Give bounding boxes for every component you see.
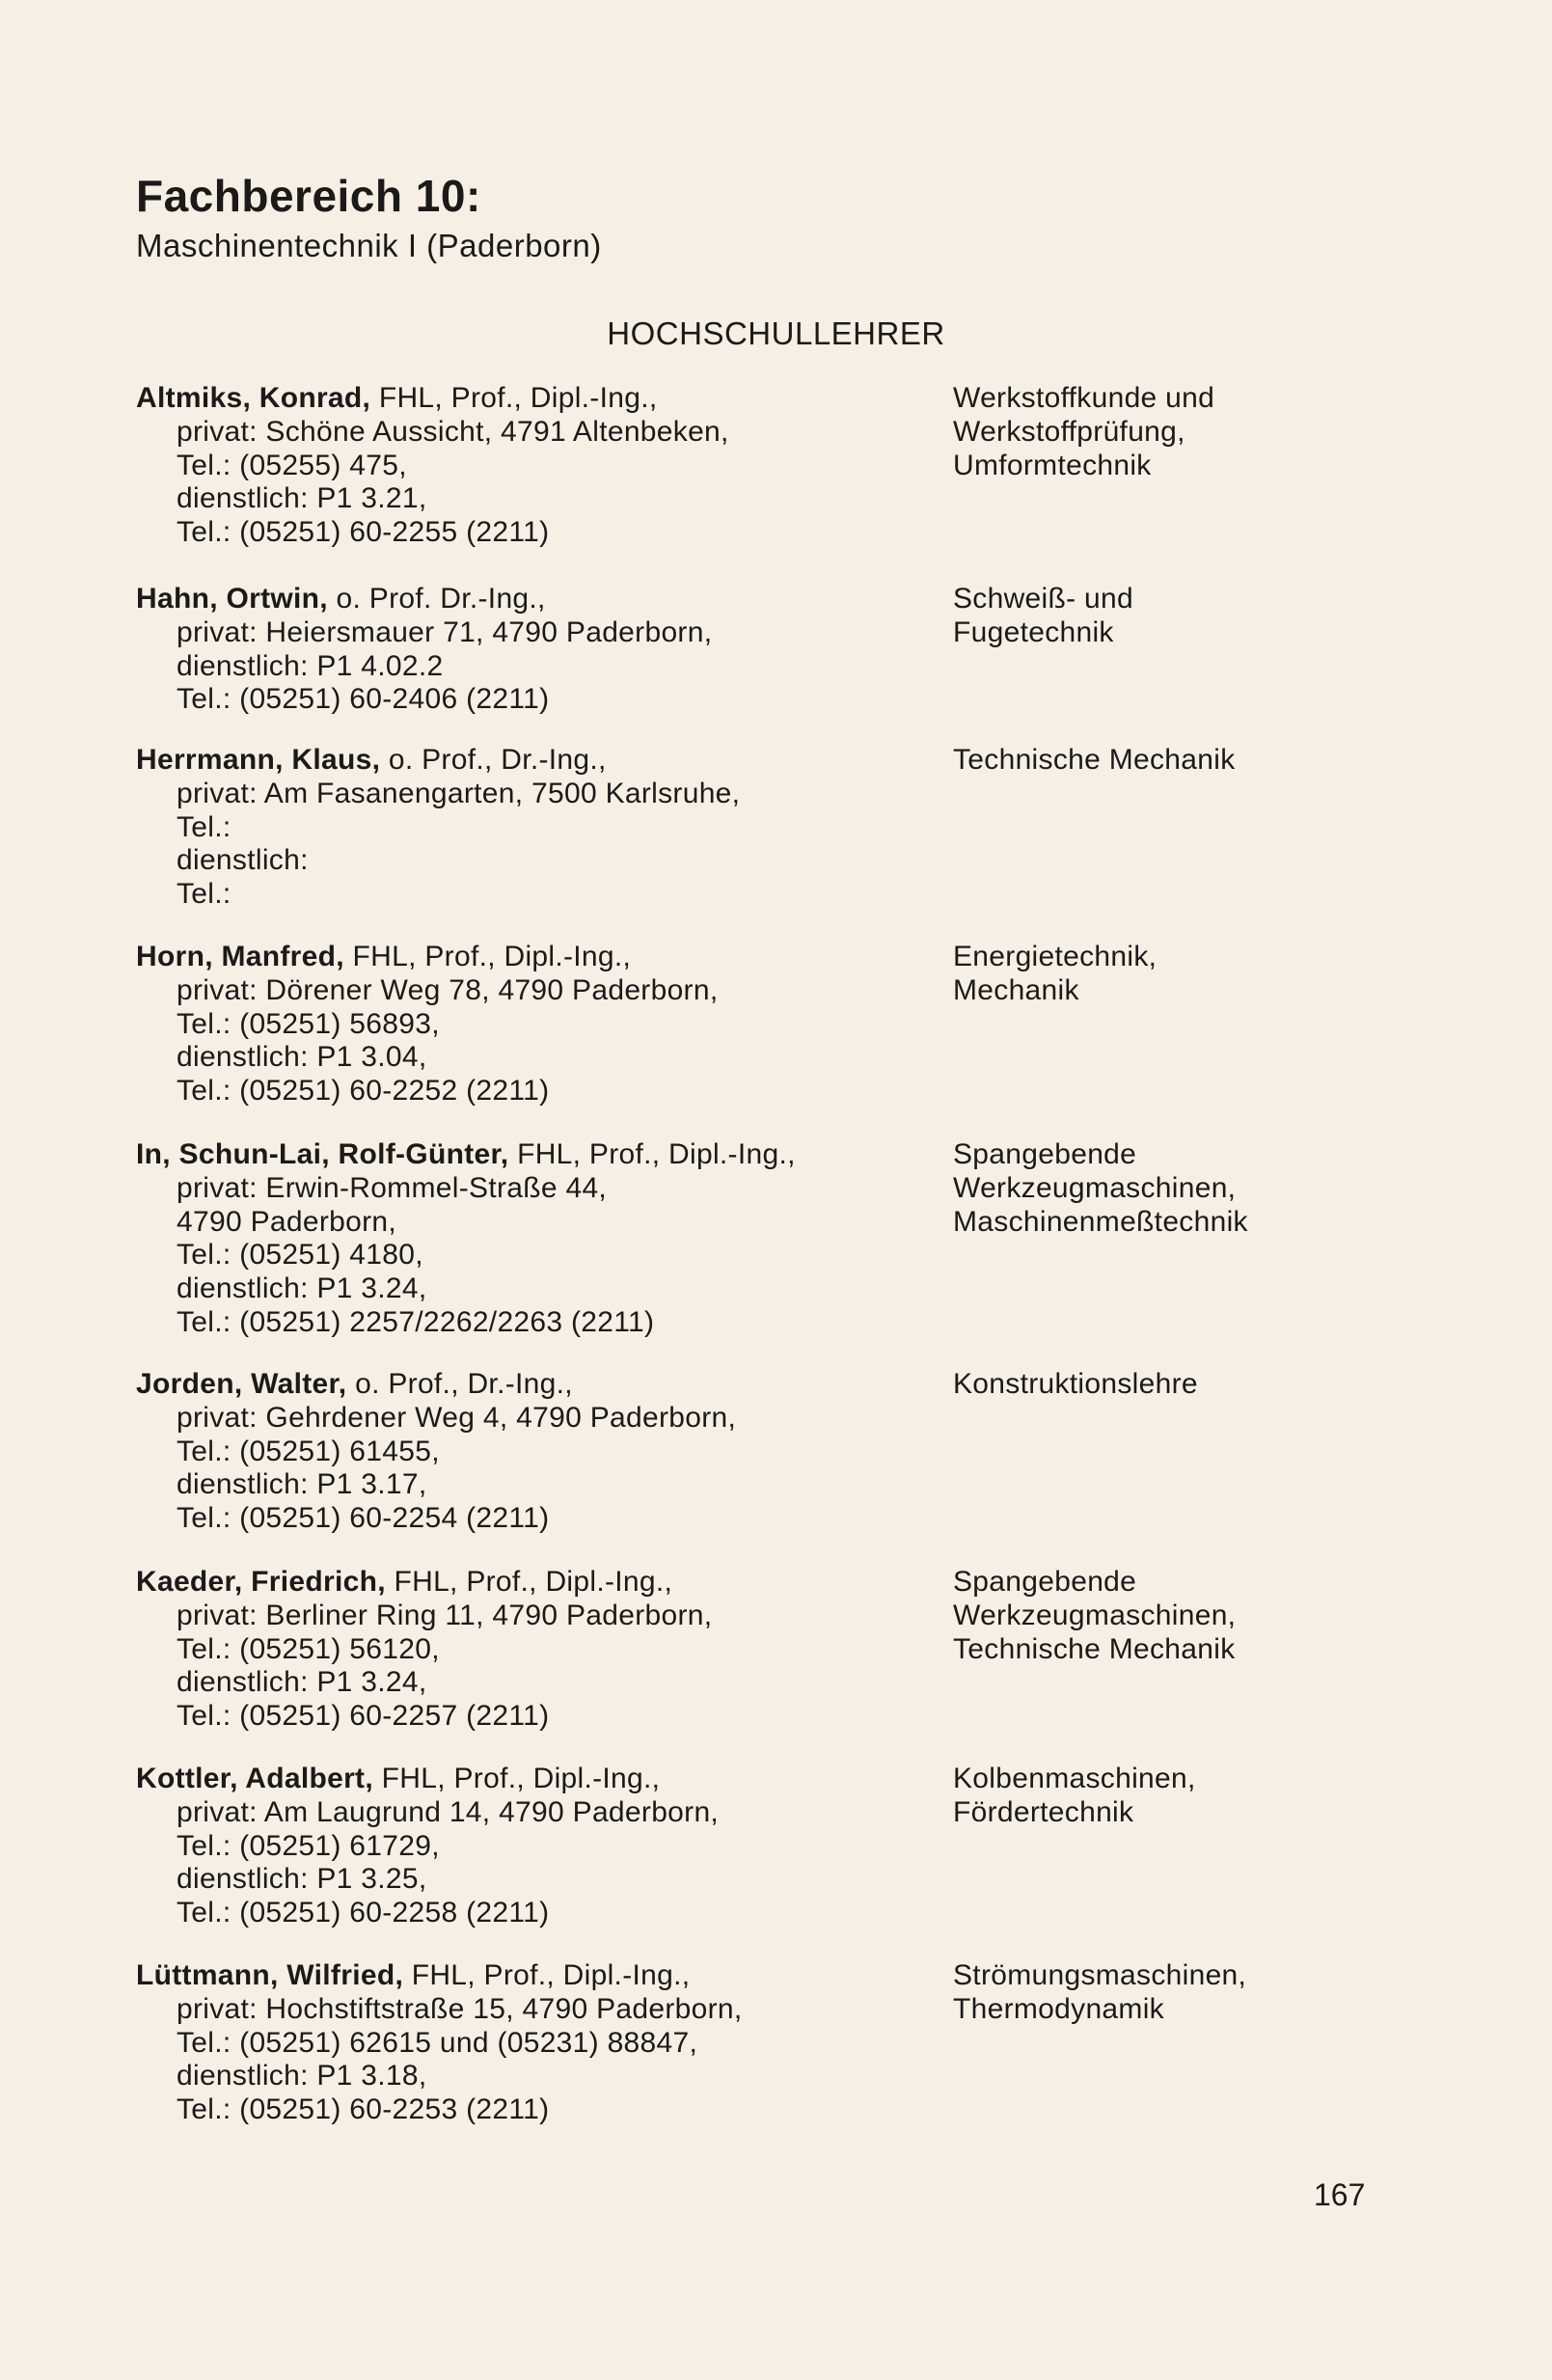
person-detail-line: privat: Hochstiftstraße 15, 4790 Paderborn, <box>177 1992 743 2025</box>
person-heading <box>136 1763 927 1796</box>
person-detail-line: Tel.: (05251) 62615 und (05231) 88847, <box>177 2026 698 2059</box>
person-detail-line: Tel.: (05251) 60-2254 (2211) <box>177 1502 550 1535</box>
person-details <box>136 1566 927 1734</box>
person-detail-line: Tel.: (05251) 60-2257 (2211) <box>177 1700 550 1733</box>
person-name: Herrmann, Klaus, <box>136 744 381 776</box>
subject-line: Strömungsmaschinen, <box>953 1959 1247 1991</box>
subject-line: Technische Mechanik <box>953 1632 1236 1665</box>
person-detail-line: dienstlich: P1 3.04, <box>177 1041 427 1074</box>
person-details <box>136 1763 927 1930</box>
person-title: FHL, Prof., Dipl.-Ing., <box>343 941 632 972</box>
page-number: 167 <box>1314 2177 1366 2212</box>
person-heading <box>136 941 927 974</box>
person-detail-line: Tel.: (05251) 60-2253 (2211) <box>177 2093 550 2126</box>
person-detail-line: dienstlich: P1 3.24, <box>177 1666 427 1699</box>
person-name: Horn, Manfred, <box>136 941 344 972</box>
subject-line: Fördertechnik <box>953 1795 1134 1828</box>
person-name: Altmiks, Konrad, <box>136 382 371 414</box>
person-detail-line: Tel.: (05251) 60-2255 (2211) <box>177 516 550 549</box>
person-details <box>136 941 927 1108</box>
person-title: FHL, Prof., Dipl.-Ing., <box>370 382 658 414</box>
person-detail-line: dienstlich: P1 3.24, <box>177 1272 427 1305</box>
person-detail-line: Tel.: (05251) 2257/2262/2263 (2211) <box>177 1305 655 1338</box>
person-detail-line: dienstlich: P1 3.21, <box>177 482 427 515</box>
subject-line: Fugetechnik <box>953 616 1114 648</box>
subject-line: Mechanik <box>953 973 1079 1006</box>
subject-area <box>953 941 1406 1008</box>
person-details <box>136 1959 927 2127</box>
person-detail-line: privat: Dörener Weg 78, 4790 Paderborn, <box>177 973 719 1006</box>
person-heading <box>136 1959 927 1993</box>
person-heading <box>136 382 927 416</box>
subject-line: Technische Mechanik <box>953 744 1236 776</box>
person-detail-line: privat: Am Fasanengarten, 7500 Karlsruhe, <box>177 777 741 809</box>
person-title: FHL, Prof., Dipl.-Ing., <box>508 1138 796 1170</box>
person-name: Kottler, Adalbert, <box>136 1763 373 1794</box>
subject-area <box>953 744 1406 778</box>
person-heading <box>136 1566 927 1600</box>
person-detail-line: Tel.: (05251) 61729, <box>177 1829 440 1862</box>
person-detail-line: dienstlich: P1 3.17, <box>177 1468 427 1501</box>
subject-line: Werkstoffkunde und <box>953 382 1215 414</box>
person-title: o. Prof. Dr.-Ing., <box>327 583 546 615</box>
person-name: Kaeder, Friedrich, <box>136 1566 386 1598</box>
person-detail-line: dienstlich: P1 3.18, <box>177 2060 427 2093</box>
person-detail-line: Tel.: (05251) 60-2258 (2211) <box>177 1897 550 1929</box>
subject-line: Spangebende <box>953 1138 1137 1170</box>
subject-line: Spangebende <box>953 1566 1137 1598</box>
person-detail-line: privat: Am Laugrund 14, 4790 Paderborn, <box>177 1795 720 1828</box>
person-heading <box>136 583 927 616</box>
person-detail-line: privat: Schöne Aussicht, 4791 Altenbeken, <box>177 415 729 448</box>
person-detail-line: Tel.: (05251) 56120, <box>177 1632 440 1665</box>
subject-line: Maschinenmeßtechnik <box>953 1205 1248 1238</box>
person-detail-line: Tel.: (05255) 475, <box>177 449 407 481</box>
person-detail-line: privat: Heiersmauer 71, 4790 Paderborn, <box>177 616 713 648</box>
subject-line: Energietechnik, <box>953 941 1157 972</box>
subject-area <box>953 1138 1406 1239</box>
person-heading <box>136 1138 927 1172</box>
person-detail-line: privat: Berliner Ring 11, 4790 Paderborn, <box>177 1599 713 1631</box>
subject-line: Werkstoffprüfung, <box>953 415 1185 448</box>
subject-line: Konstruktionslehre <box>953 1368 1198 1400</box>
subject-area <box>953 382 1406 482</box>
person-details <box>136 382 927 550</box>
person-title: FHL, Prof., Dipl.-Ing., <box>373 1763 661 1794</box>
person-detail-line: Tel.: <box>177 878 231 911</box>
person-heading <box>136 744 927 778</box>
person-name: Lüttmann, Wilfried, <box>136 1959 404 1991</box>
person-name: In, Schun-Lai, Rolf-Günter, <box>136 1138 509 1170</box>
person-heading <box>136 1368 927 1402</box>
subject-area <box>953 1763 1406 1830</box>
person-title: FHL, Prof., Dipl.-Ing., <box>403 1959 691 1991</box>
subject-area <box>953 1368 1406 1402</box>
page-subtitle: Maschinentechnik I (Paderborn) <box>136 228 602 263</box>
person-detail-line: Tel.: (05251) 60-2406 (2211) <box>177 683 550 716</box>
subject-line: Umformtechnik <box>953 449 1152 481</box>
subject-area <box>953 1959 1406 2027</box>
page-title: Fachbereich 10: <box>136 171 481 221</box>
section-title: HOCHSCHULLEHRER <box>607 315 945 351</box>
person-details <box>136 744 927 912</box>
subject-area <box>953 1566 1406 1666</box>
person-detail-line: 4790 Paderborn, <box>177 1205 397 1238</box>
person-detail-line: dienstlich: P1 3.25, <box>177 1863 427 1896</box>
person-detail-line: Tel.: (05251) 61455, <box>177 1435 440 1467</box>
person-detail-line: Tel.: <box>177 810 231 843</box>
subject-line: Werkzeugmaschinen, <box>953 1171 1237 1204</box>
person-detail-line: dienstlich: P1 4.02.2 <box>177 649 444 682</box>
person-name: Hahn, Ortwin, <box>136 583 328 615</box>
subject-area <box>953 583 1406 650</box>
person-title: FHL, Prof., Dipl.-Ing., <box>385 1566 673 1598</box>
subject-line: Kolbenmaschinen, <box>953 1763 1196 1794</box>
person-title: o. Prof., Dr.-Ing., <box>346 1368 573 1400</box>
person-details <box>136 583 927 717</box>
person-detail-line: privat: Gehrdener Weg 4, 4790 Paderborn, <box>177 1401 737 1434</box>
person-detail-line: dienstlich: <box>177 844 309 877</box>
subject-line: Schweiß- und <box>953 583 1134 615</box>
person-detail-line: privat: Erwin-Rommel-Straße 44, <box>177 1171 608 1204</box>
person-details <box>136 1138 927 1340</box>
subject-line: Thermodynamik <box>953 1992 1164 2025</box>
person-detail-line: Tel.: (05251) 56893, <box>177 1007 440 1040</box>
person-detail-line: Tel.: (05251) 60-2252 (2211) <box>177 1075 550 1108</box>
person-title: o. Prof., Dr.-Ing., <box>380 744 607 776</box>
person-detail-line: Tel.: (05251) 4180, <box>177 1239 423 1272</box>
person-details <box>136 1368 927 1536</box>
subject-line: Werkzeugmaschinen, <box>953 1599 1237 1631</box>
person-name: Jorden, Walter, <box>136 1368 347 1400</box>
